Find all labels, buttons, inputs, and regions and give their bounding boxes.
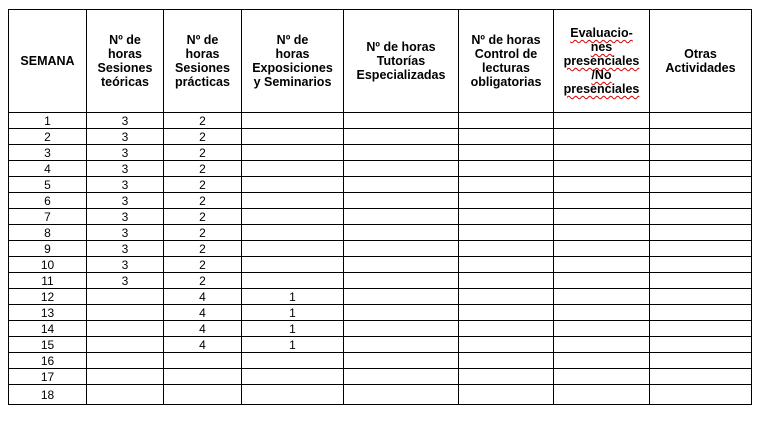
cell-evaluaciones bbox=[554, 273, 650, 289]
cell-tutorias bbox=[344, 337, 459, 353]
cell-semana: 9 bbox=[9, 241, 87, 257]
cell-exposiciones: 1 bbox=[242, 305, 344, 321]
cell-teoricas bbox=[87, 289, 164, 305]
cell-practicas: 2 bbox=[164, 113, 242, 129]
table-row bbox=[9, 321, 752, 337]
cell-evaluaciones bbox=[554, 353, 650, 369]
cell-lecturas bbox=[459, 225, 554, 241]
cell-lecturas bbox=[459, 113, 554, 129]
cell-semana: 12 bbox=[9, 289, 87, 305]
cell-semana: 1 bbox=[9, 113, 87, 129]
weekly-hours-table bbox=[8, 9, 752, 405]
cell-practicas: 2 bbox=[164, 273, 242, 289]
cell-lecturas bbox=[459, 129, 554, 145]
cell-semana: 11 bbox=[9, 273, 87, 289]
cell-teoricas: 3 bbox=[87, 145, 164, 161]
table-row bbox=[9, 145, 752, 161]
header-horas-exposiciones: Nº de horas Exposiciones y Seminarios bbox=[242, 10, 344, 113]
cell-tutorias bbox=[344, 225, 459, 241]
cell-otras bbox=[650, 385, 752, 405]
cell-evaluaciones bbox=[554, 305, 650, 321]
cell-tutorias bbox=[344, 209, 459, 225]
table-row bbox=[9, 353, 752, 369]
table-row bbox=[9, 209, 752, 225]
table-row bbox=[9, 305, 752, 321]
cell-semana: 4 bbox=[9, 161, 87, 177]
cell-otras bbox=[650, 305, 752, 321]
cell-exposiciones bbox=[242, 193, 344, 209]
cell-lecturas bbox=[459, 385, 554, 405]
cell-teoricas bbox=[87, 305, 164, 321]
cell-semana: 10 bbox=[9, 257, 87, 273]
cell-otras bbox=[650, 353, 752, 369]
header-semana: SEMANA bbox=[9, 10, 87, 113]
cell-exposiciones bbox=[242, 225, 344, 241]
table-row bbox=[9, 241, 752, 257]
table-row bbox=[9, 385, 752, 405]
cell-exposiciones bbox=[242, 273, 344, 289]
table-row bbox=[9, 177, 752, 193]
cell-exposiciones bbox=[242, 113, 344, 129]
cell-lecturas bbox=[459, 193, 554, 209]
cell-tutorias bbox=[344, 177, 459, 193]
header-row bbox=[9, 10, 752, 113]
cell-teoricas bbox=[87, 337, 164, 353]
cell-practicas: 2 bbox=[164, 209, 242, 225]
cell-practicas: 2 bbox=[164, 225, 242, 241]
cell-teoricas bbox=[87, 385, 164, 405]
header-horas-tutorias: Nº de horas Tutorías Especializadas bbox=[344, 10, 459, 113]
cell-otras bbox=[650, 273, 752, 289]
cell-evaluaciones bbox=[554, 225, 650, 241]
cell-exposiciones bbox=[242, 145, 344, 161]
header-horas-lecturas: Nº de horas Control de lecturas obligatorias bbox=[459, 10, 554, 113]
cell-tutorias bbox=[344, 385, 459, 405]
cell-practicas bbox=[164, 353, 242, 369]
cell-exposiciones bbox=[242, 241, 344, 257]
cell-practicas bbox=[164, 385, 242, 405]
cell-tutorias bbox=[344, 305, 459, 321]
cell-semana: 5 bbox=[9, 177, 87, 193]
cell-lecturas bbox=[459, 145, 554, 161]
cell-evaluaciones bbox=[554, 193, 650, 209]
cell-practicas bbox=[164, 369, 242, 385]
cell-practicas: 2 bbox=[164, 161, 242, 177]
cell-lecturas bbox=[459, 241, 554, 257]
cell-lecturas bbox=[459, 209, 554, 225]
cell-semana: 17 bbox=[9, 369, 87, 385]
cell-lecturas bbox=[459, 337, 554, 353]
cell-evaluaciones bbox=[554, 369, 650, 385]
cell-exposiciones bbox=[242, 369, 344, 385]
cell-otras bbox=[650, 209, 752, 225]
cell-tutorias bbox=[344, 161, 459, 177]
cell-semana: 16 bbox=[9, 353, 87, 369]
cell-practicas: 4 bbox=[164, 321, 242, 337]
cell-lecturas bbox=[459, 257, 554, 273]
cell-tutorias bbox=[344, 257, 459, 273]
cell-evaluaciones bbox=[554, 209, 650, 225]
table-row bbox=[9, 289, 752, 305]
cell-exposiciones bbox=[242, 385, 344, 405]
cell-semana: 8 bbox=[9, 225, 87, 241]
cell-semana: 3 bbox=[9, 145, 87, 161]
cell-teoricas: 3 bbox=[87, 193, 164, 209]
cell-teoricas: 3 bbox=[87, 257, 164, 273]
cell-semana: 6 bbox=[9, 193, 87, 209]
cell-evaluaciones bbox=[554, 385, 650, 405]
cell-lecturas bbox=[459, 289, 554, 305]
cell-tutorias bbox=[344, 273, 459, 289]
cell-otras bbox=[650, 113, 752, 129]
table-row bbox=[9, 273, 752, 289]
cell-evaluaciones bbox=[554, 321, 650, 337]
cell-practicas: 4 bbox=[164, 305, 242, 321]
cell-teoricas: 3 bbox=[87, 177, 164, 193]
cell-practicas: 2 bbox=[164, 193, 242, 209]
cell-lecturas bbox=[459, 353, 554, 369]
cell-exposiciones bbox=[242, 209, 344, 225]
cell-tutorias bbox=[344, 241, 459, 257]
header-horas-teoricas: Nº de horas Sesiones teóricas bbox=[87, 10, 164, 113]
cell-evaluaciones bbox=[554, 161, 650, 177]
header-otras-actividades: Otras Actividades bbox=[650, 10, 752, 113]
cell-otras bbox=[650, 321, 752, 337]
cell-otras bbox=[650, 225, 752, 241]
cell-tutorias bbox=[344, 193, 459, 209]
cell-exposiciones: 1 bbox=[242, 337, 344, 353]
cell-evaluaciones bbox=[554, 289, 650, 305]
cell-teoricas: 3 bbox=[87, 113, 164, 129]
header-evaluaciones bbox=[554, 10, 650, 113]
cell-otras bbox=[650, 177, 752, 193]
cell-practicas: 2 bbox=[164, 177, 242, 193]
cell-tutorias bbox=[344, 145, 459, 161]
cell-teoricas: 3 bbox=[87, 161, 164, 177]
cell-practicas: 2 bbox=[164, 241, 242, 257]
cell-practicas: 2 bbox=[164, 129, 242, 145]
cell-teoricas: 3 bbox=[87, 209, 164, 225]
cell-teoricas: 3 bbox=[87, 273, 164, 289]
cell-exposiciones bbox=[242, 161, 344, 177]
cell-tutorias bbox=[344, 113, 459, 129]
cell-evaluaciones bbox=[554, 257, 650, 273]
cell-teoricas: 3 bbox=[87, 129, 164, 145]
header-evaluaciones-text: Evaluacio- nes presenciales /No presenciales bbox=[563, 26, 640, 96]
cell-practicas: 4 bbox=[164, 289, 242, 305]
cell-otras bbox=[650, 241, 752, 257]
cell-tutorias bbox=[344, 321, 459, 337]
cell-practicas: 2 bbox=[164, 257, 242, 273]
cell-evaluaciones bbox=[554, 337, 650, 353]
cell-teoricas bbox=[87, 369, 164, 385]
cell-otras bbox=[650, 129, 752, 145]
cell-exposiciones: 1 bbox=[242, 321, 344, 337]
cell-semana: 2 bbox=[9, 129, 87, 145]
cell-tutorias bbox=[344, 353, 459, 369]
cell-lecturas bbox=[459, 305, 554, 321]
header-horas-practicas: Nº de horas Sesiones prácticas bbox=[164, 10, 242, 113]
cell-exposiciones: 1 bbox=[242, 289, 344, 305]
table-row bbox=[9, 225, 752, 241]
cell-tutorias bbox=[344, 369, 459, 385]
cell-otras bbox=[650, 369, 752, 385]
cell-otras bbox=[650, 193, 752, 209]
cell-tutorias bbox=[344, 289, 459, 305]
cell-evaluaciones bbox=[554, 145, 650, 161]
cell-practicas: 4 bbox=[164, 337, 242, 353]
table-row bbox=[9, 161, 752, 177]
cell-teoricas: 3 bbox=[87, 241, 164, 257]
cell-otras bbox=[650, 161, 752, 177]
table-row bbox=[9, 113, 752, 129]
cell-exposiciones bbox=[242, 257, 344, 273]
cell-lecturas bbox=[459, 161, 554, 177]
cell-semana: 7 bbox=[9, 209, 87, 225]
table-row bbox=[9, 129, 752, 145]
cell-evaluaciones bbox=[554, 129, 650, 145]
cell-exposiciones bbox=[242, 177, 344, 193]
table-row bbox=[9, 369, 752, 385]
cell-semana: 13 bbox=[9, 305, 87, 321]
cell-evaluaciones bbox=[554, 241, 650, 257]
cell-exposiciones bbox=[242, 129, 344, 145]
table-row bbox=[9, 193, 752, 209]
cell-teoricas bbox=[87, 353, 164, 369]
cell-otras bbox=[650, 337, 752, 353]
cell-evaluaciones bbox=[554, 177, 650, 193]
cell-lecturas bbox=[459, 177, 554, 193]
cell-tutorias bbox=[344, 129, 459, 145]
cell-lecturas bbox=[459, 273, 554, 289]
cell-lecturas bbox=[459, 321, 554, 337]
cell-otras bbox=[650, 289, 752, 305]
cell-practicas: 2 bbox=[164, 145, 242, 161]
table-row bbox=[9, 257, 752, 273]
cell-semana: 15 bbox=[9, 337, 87, 353]
cell-teoricas bbox=[87, 321, 164, 337]
cell-exposiciones bbox=[242, 353, 344, 369]
cell-evaluaciones bbox=[554, 113, 650, 129]
cell-otras bbox=[650, 257, 752, 273]
cell-semana: 14 bbox=[9, 321, 87, 337]
cell-otras bbox=[650, 145, 752, 161]
cell-lecturas bbox=[459, 369, 554, 385]
cell-teoricas: 3 bbox=[87, 225, 164, 241]
cell-semana: 18 bbox=[9, 385, 87, 405]
table-row bbox=[9, 337, 752, 353]
